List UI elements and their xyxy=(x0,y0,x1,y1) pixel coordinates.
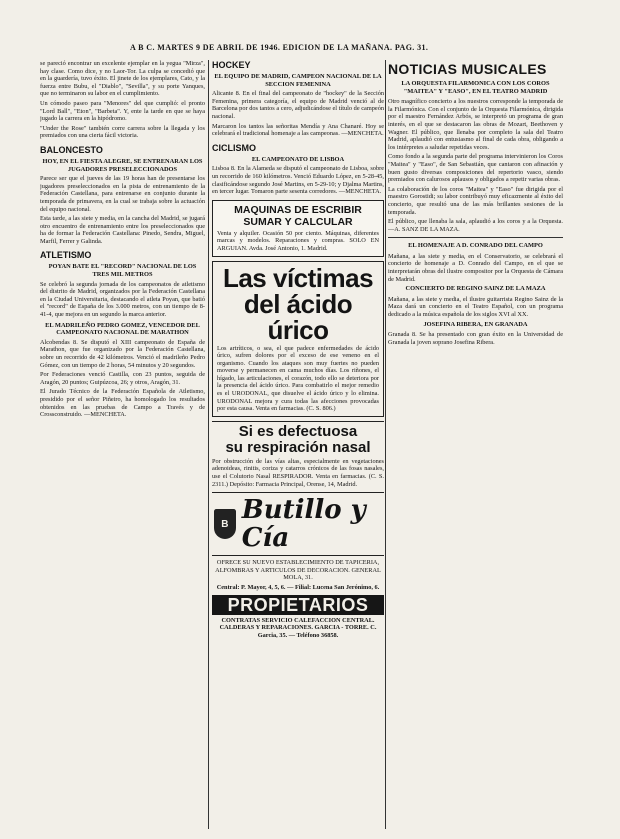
article-paragraph: Como fondo a la segunda parte del programa intervinieron los Coros "Maitea" y "Easo", de San Sebastián, que cantaron con afinación y buen gusto diversas composiciones del repertorio vasco, siendo premiados con calurosos aplausos y obligados a repetir varias obras. xyxy=(388,153,563,184)
article-paragraph: "Under the Rose" también corre carrera sobre la llegada y los premiados con una cierta fácil victoria. xyxy=(40,124,205,140)
article-subheading: HOY, EN EL FIESTA ALEGRE, SE ENTRENARAN LOS JUGADORES PRESELECCIONADOS xyxy=(42,157,203,173)
advertisement-butillo xyxy=(212,492,384,556)
article-paragraph: Un cómodo paseo para "Menores" del que cumplió: el pronto "Lord Ball", "Eton", "Barbeta". Y, ente la tarde en que se haya jugado la carrera en la hipódromo. xyxy=(40,99,205,123)
article-paragraph: Por Federaciones venció Castilla, con 23 puntos, seguida de Aragón, 20 puntos; Guipúzcoa, 26; y otros, Aragón, 31. xyxy=(40,371,205,386)
ad-text: CONTRATAS SERVICIO CALEFACCION CENTRAL. CALDERAS Y REPARACIONES. GARCIA - TORRE. C. Garcia, 35. — Teléfono 36858. xyxy=(219,616,377,639)
column-right xyxy=(388,60,563,831)
ad-headline: su respiración nasal xyxy=(225,438,371,456)
article-subheading: EL EQUIPO DE MADRID, CAMPEON NACIONAL DE LA SECCION FEMENINA xyxy=(214,73,382,88)
article-subheading: JOSEFINA RIBERA, EN GRANADA xyxy=(423,320,528,328)
article-subheading: EL MADRILEÑO PEDRO GOMEZ, VENCEDOR DEL CAMPEONATO NACIONAL DE MARATHON xyxy=(45,321,200,337)
article-paragraph: Lisboa 8. En la Alameda se disputó el campeonato de Lisboa, sobre un recorrido de 160 kilómetros. Venció Eduardo López, en 5-28-45, clasificándose segundo José Martins, en 5-29-10; y Djalma Martins, en tercer lugar. Tomaron parte sesenta corredores. —MENCHETA. xyxy=(212,165,384,196)
ad-title: SUMAR Y CALCULAR xyxy=(243,215,353,228)
advertisement-nasal xyxy=(212,421,384,488)
section-heading-baloncesto: BALONCESTO xyxy=(40,144,103,155)
column-divider xyxy=(385,60,386,829)
article-paragraph: Parece ser que el jueves de las 19 horas han de presentarse los jugadores preseleccionados en la pista de entrenamiento de la Federación Castellana, para entrenarse en conjunto durante la temporada de primavera, en la cual se trabaja sobre la actuación del equipo nacional. xyxy=(40,175,205,213)
ad-text: Venta y alquiler. Ocasión 50 por ciento. Máquinas, diferentes marcas y modelos. Reparaciones y compras. SOLO EN ARGUIAN. Avda. José Antonio, 1. Madrid. xyxy=(217,229,379,252)
article-paragraph: Alcobendas 8. Se disputó el XIII campeonato de España de Marathon, que fue organizado por la Federación Castellana, sobre un recorrido de 42 kilómetros. Venció el madrileño Pedro Gómez, con un tiempo de 2 horas, 54 minutos y 20 segundos. xyxy=(40,338,205,369)
ad-text: Por obstrucción de las vías altas, especialmente en vegetaciones adenoideas, rinitis, coriza y catarros crónicos de las fosas nasales, use el Colutorio Nasal RESPIRADOR. Venta en farmacias. (C. S. 2311.) Depósito: Farmacia Principal, Orense, 14, Madrid. xyxy=(212,457,384,488)
article-paragraph: Se celebró la segunda jornada de los campeonatos de atletismo del distrito de Madrid, organizados por la Federación Castellana en la Ciudad Universitaria, destacando el atleta Poyan, que batió el "record" de España de los 3.000 metros, con un tiempo de 8-41-4, que mejora en un segundo la marca anterior. xyxy=(40,280,205,319)
article-paragraph: Alicante 8. En el final del campeonato de "hockey" de la Sección Femenina, primera categoría, el equipo de Madrid venció al de Barcelona por dos tantos a cero, adjudicándose el título de campeón nacional. xyxy=(212,90,384,120)
column-middle xyxy=(212,60,384,831)
section-heading-ciclismo: CICLISMO xyxy=(212,142,256,153)
column-left xyxy=(40,60,205,831)
article-subheading: POYAN BATE EL "RECORD" NACIONAL DE LOS TRES MIL METROS xyxy=(48,263,197,279)
advertisement-urodonal xyxy=(212,261,384,417)
advertisement-typewriters xyxy=(212,200,384,257)
ad-headline: Las víctimas del ácido úrico xyxy=(222,262,374,345)
article-subheading: LA ORQUESTA FILARMONICA CON LOS COROS "MAITEA" Y "EASO", EN EL TEATRO MADRID xyxy=(401,80,550,95)
article-subheading: CONCIERTO DE REGINO SAINZ DE LA MAZA xyxy=(405,285,546,293)
running-head: A B C. MARTES 9 DE ABRIL DE 1946. EDICION DE LA MAÑANA. PAG. 31. xyxy=(130,43,429,52)
article-paragraph: Mañana, a las siete y media, en el Conservatorio, se celebrará el concierto de homenaje a D. Conrado del Campo, en el que se interpretarán obras del ilustre compositor por la Orquesta de Cámara de Madrid. xyxy=(388,252,563,283)
article-paragraph: La colaboración de los coros "Maitea" y "Easo" fue dirigida por el maestro Gorostidi; su labor contribuyó muy eficazmente al éxito del concierto, que resultó una de las más brillantes sesiones de la temporada. xyxy=(388,185,563,216)
article-paragraph: Esta tarde, a las siete y media, en la cancha del Madrid, se jugará otro encuentro de entrenamiento entre los preseleccionados que ha de formar la Federación Castellana: Pinedo, Sendra, Miguel, Marfil, Ferrer y Galinda. xyxy=(40,215,205,245)
article-subheading: EL HOMENAJE A D. CONRADO DEL CAMPO xyxy=(408,242,543,250)
article-paragraph: Marcaron los tantos las señoritas Mendía y Ana Chanaré. Hoy se celebrará el tradicional homenaje a las campeonas. —MENCHETA. xyxy=(212,122,384,138)
article-paragraph: El público, que llenaba la sala, aplaudió a los coros y a la Orquesta. —A. SANZ DE LA MAZA. xyxy=(388,218,563,233)
article-paragraph: Granada 8. Se ha presentado con gran éxito en la Universidad de Granada la joven soprano Josefina Ribera. xyxy=(388,331,563,346)
section-heading-hockey: HOCKEY xyxy=(212,60,251,70)
ad-address: Central: P. Mayor, 4, 5, 6. — Filial: Lucena San Jerónimo, 6. xyxy=(216,584,380,591)
article-paragraph: Mañana, a las siete y media, el ilustre guitarrista Regino Sainz de la Maza dará un concierto en el Teatro Español, con un programa dedicado a la música española de los siglos XVI al XX. xyxy=(388,295,563,319)
article-subheading: EL CAMPEONATO DE LISBOA xyxy=(251,155,345,163)
ad-headline-propietarios: PROPIETARIOS xyxy=(212,595,384,615)
divider xyxy=(388,237,563,238)
article-paragraph: El Jurado Técnico de la Federación Española de Atletismo, presidido por el señor Piñeiro, ha homologado los resultados obtenidos en las pruebas de Campo a Través y de Crossconstruido. —MENCHETA. xyxy=(40,388,205,419)
column-divider xyxy=(208,60,209,829)
ad-text: OFRECE SU NUEVO ESTABLECIMIENTO DE TAPICERIA, ALFOMBRAS Y ARTICULOS DE DECORACION. GENERAL MOLA, 31. xyxy=(215,559,381,582)
ad-headline: Si es defectuosa xyxy=(238,422,358,440)
article-paragraph: se pareció encontrar un excelente ejemplar en la yegua "Mirza", hay clase. Como dice, y no Laor-Tor. La culpa se concedió que en la guardería, tuvo éxito. El jinete de los ejemplares, Cato, y la fuerza entre Bubu, el "Diablo", "Sevilla", y su porte Yanques, que no terminaron su labor en el cumplimiento. xyxy=(40,60,205,98)
ad-title: MAQUINAS DE ESCRIBIR xyxy=(234,203,362,216)
shield-logo-icon: B xyxy=(214,509,236,539)
ad-text: Los artríticos, o sea, el que padece enfermedades de ácido úrico, sufren dolores por el exceso de ese veneno en el organismo. Cuando los ataques son muy fuertes no pueden moverse y permanecen en cama muchos días. Los riñones, el hígado, las articulaciones, el corazón, todo ello se deteriora por la presencia del ácido úrico. Para combatirlo el mejor remedio es el URODONAL, que disuelve el ácido úrico y lo elimina. URODONAL mejora y cura todas las afecciones provocadas por esta causa. Venta en farmacias. (C. S. 806.) xyxy=(217,344,379,413)
section-heading-atletismo: ATLETISMO xyxy=(40,250,92,261)
ad-brand-name: Butillo y Cía xyxy=(241,495,366,554)
article-paragraph: Otro magnífico concierto a los nuestros corresponde la temporada de la Filarmónica. Con el conjunto de la Orquesta Filarmónica, dirigida por el maestro Fernández Arbós, se interpretó un programa de gran interés, en el que se destacaron las obras de Mozart, Beethoven y Wagner. El público, que llenaba por completo la sala del Teatro Madrid, aplaudió con entusiasmo al final de cada obra, obligando a los intérpretes a saludar repetidas veces. xyxy=(388,98,563,151)
section-title-music: NOTICIAS MUSICALES xyxy=(388,61,547,77)
